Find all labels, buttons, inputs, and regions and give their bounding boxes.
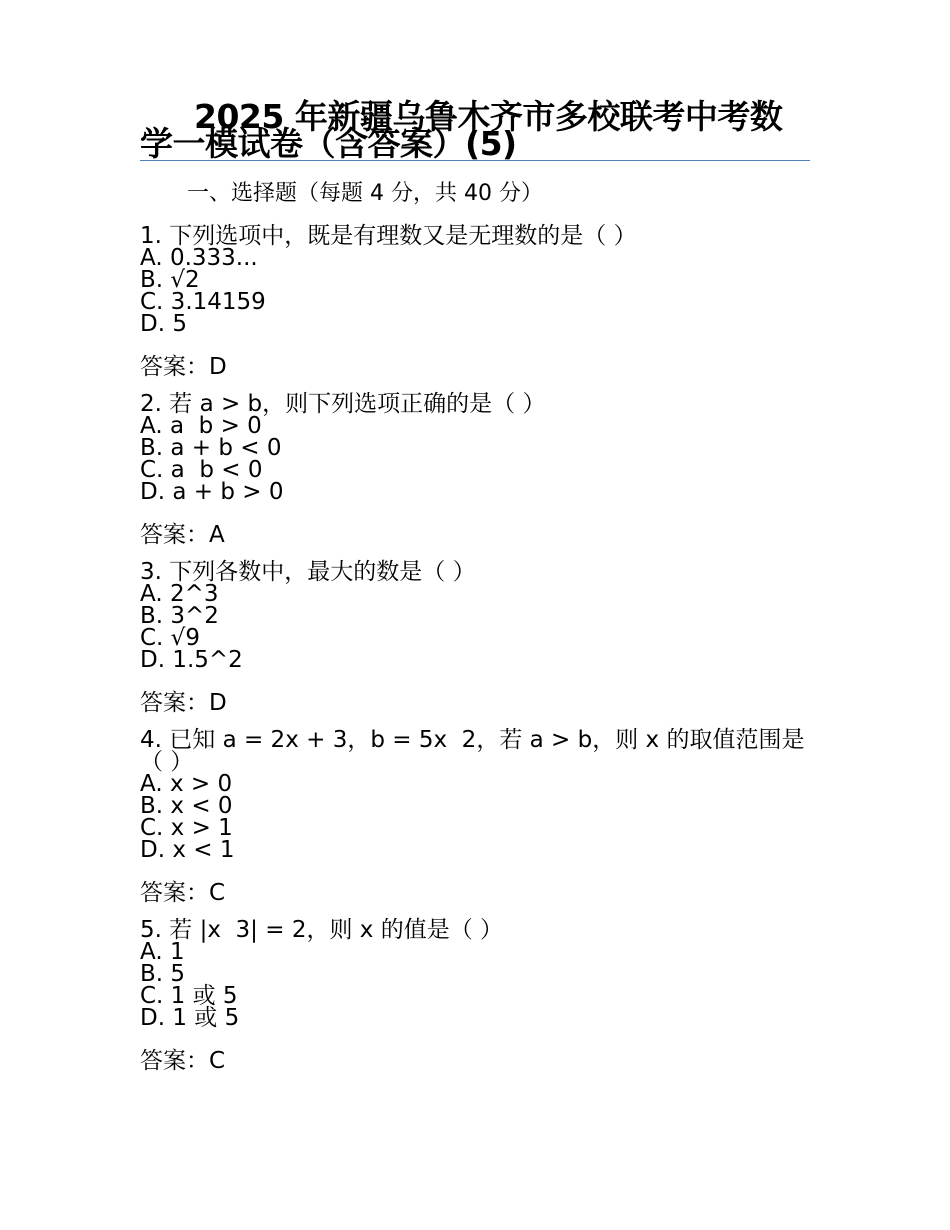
option-b: B. a + b < 0 [140,435,282,461]
question-stem: 4. 已知 a = 2x + 3，b = 5x 2，若 a > b，则 x 的取值范围是（ ） [140,727,805,775]
section-heading: 一、选择题（每题 4 分，共 40 分） [187,181,543,206]
question-4 [140,729,810,907]
question-5 [140,919,810,1075]
question-stem: 2. 若 a > b，则下列选项正确的是（ ） [140,391,546,417]
answer-line: 答案：A [140,522,225,548]
option-c: C. x > 1 [140,815,233,841]
option-a: A. 1 [140,939,185,965]
question-3 [140,561,810,717]
option-d: D. 5 [140,311,187,337]
option-b: B. x < 0 [140,793,233,819]
option-d: D. x < 1 [140,837,235,863]
option-b: B. 5 [140,961,186,987]
answer-line: 答案：C [140,1048,226,1074]
option-a: A. x > 0 [140,771,233,797]
option-a: A. 0.333... [140,245,258,271]
option-c: C. a b < 0 [140,457,263,483]
question-stem: 1. 下列选项中，既是有理数又是无理数的是（ ） [140,223,637,249]
answer-line: 答案：C [140,880,226,906]
option-c: C. 1 或 5 [140,983,238,1009]
option-d: D. a + b > 0 [140,479,284,505]
answer-line: 答案：D [140,690,227,716]
option-c: C. √9 [140,625,200,651]
option-d: D. 1.5^2 [140,647,243,673]
document-title: 2025 年新疆乌鲁木齐市多校联考中考数学一模试卷（含答案）(5) [140,97,783,163]
title-divider [140,160,810,161]
option-a: A. a b > 0 [140,413,262,439]
question-1 [140,225,810,381]
question-stem: 3. 下列各数中，最大的数是（ ） [140,559,476,585]
answer-line: 答案：D [140,354,227,380]
option-c: C. 3.14159 [140,289,266,315]
question-stem: 5. 若 |x 3| = 2，则 x 的值是（ ） [140,917,504,943]
option-b: B. 3^2 [140,603,219,629]
option-a: A. 2^3 [140,581,219,607]
question-list [140,225,810,1087]
option-d: D. 1 或 5 [140,1005,240,1031]
option-b: B. √2 [140,267,200,293]
question-2 [140,393,810,549]
